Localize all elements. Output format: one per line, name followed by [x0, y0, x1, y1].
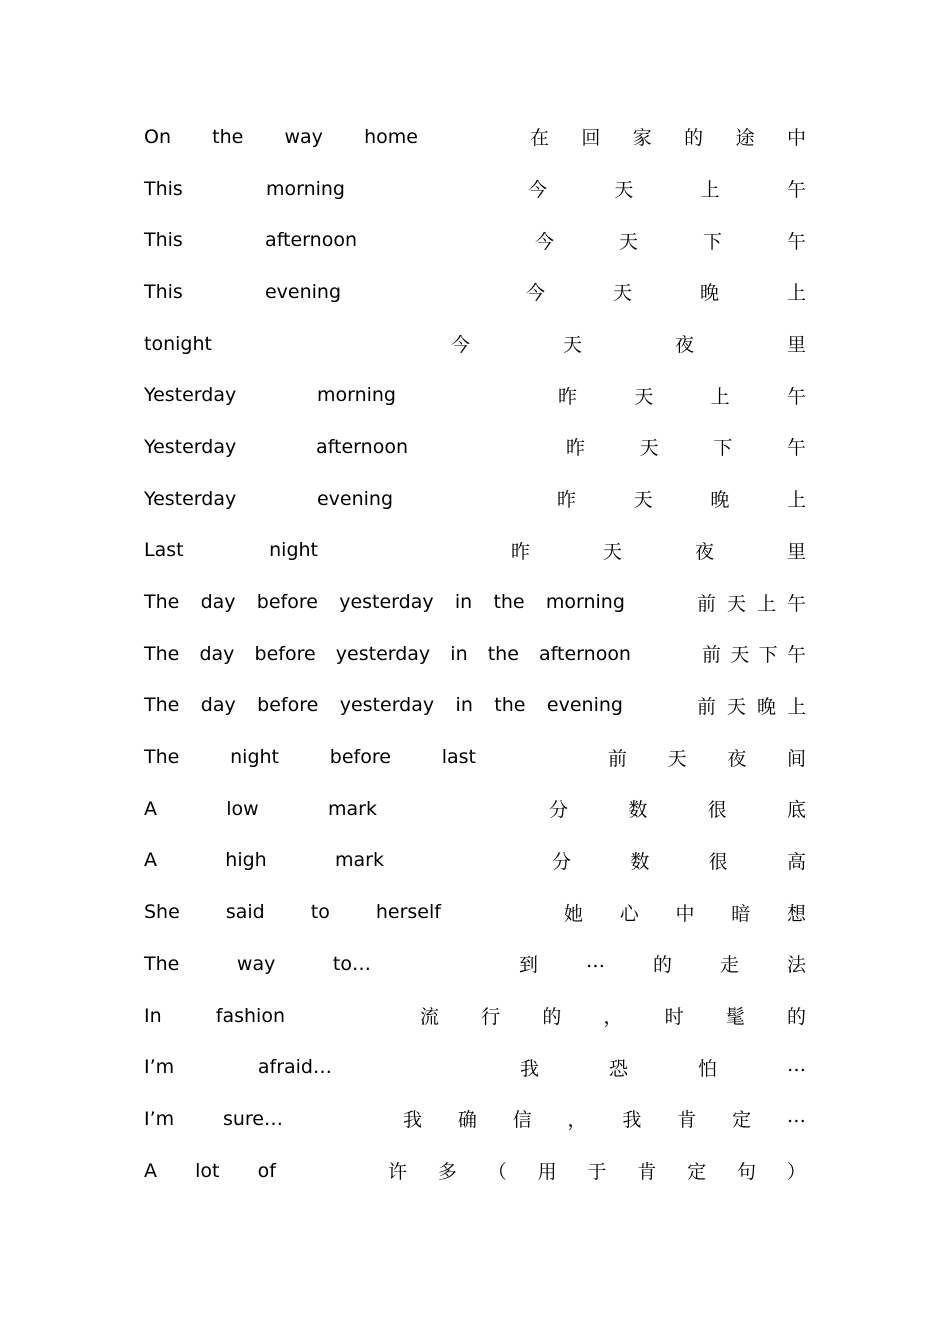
word: The: [144, 952, 180, 975]
list-item: [144, 731, 806, 783]
char: 昨: [558, 385, 578, 408]
char: 天: [639, 437, 659, 460]
list-item: [144, 421, 806, 473]
char: 上: [700, 179, 720, 202]
word: way: [284, 125, 323, 148]
word: last: [441, 746, 476, 769]
word: to…: [332, 952, 371, 975]
char: 的: [786, 1006, 806, 1029]
char: 天: [612, 282, 632, 305]
char: ，: [603, 1006, 623, 1029]
word: the: [212, 125, 244, 148]
word: before: [254, 642, 316, 665]
chinese-meaning: [528, 175, 806, 202]
char: 天: [634, 385, 654, 408]
char: 行: [481, 1006, 501, 1029]
char: 底: [786, 799, 806, 822]
char: 分: [552, 850, 572, 873]
word: evening: [316, 487, 393, 510]
english-phrase: [144, 953, 371, 975]
word: afternoon: [265, 229, 357, 252]
char: 下: [713, 437, 733, 460]
word: tonight: [144, 332, 212, 355]
char: 法: [786, 954, 806, 977]
word: morning: [316, 384, 396, 407]
chinese-meaning: [520, 1054, 806, 1081]
char: 下: [758, 644, 778, 667]
word: This: [144, 280, 183, 303]
char: 天: [562, 334, 582, 357]
chinese-meaning: [608, 744, 806, 771]
char: 时: [664, 1006, 684, 1029]
char: 上: [786, 489, 806, 512]
char: 的: [652, 954, 672, 977]
char: （: [487, 1161, 507, 1184]
english-phrase: [144, 436, 408, 458]
word: Yesterday: [144, 435, 237, 458]
word: mark: [328, 797, 377, 820]
char: 天: [726, 592, 746, 615]
char: 天: [614, 179, 634, 202]
english-phrase: [144, 1108, 283, 1130]
char: 句: [737, 1161, 757, 1184]
char: 定: [732, 1109, 752, 1132]
word: She: [144, 901, 180, 924]
char: 分: [549, 799, 569, 822]
char: 午: [786, 592, 806, 615]
char: 的: [684, 127, 704, 150]
chinese-meaning: [451, 330, 806, 357]
word: before: [329, 746, 391, 769]
char: 肯: [637, 1161, 657, 1184]
char: …: [786, 1105, 806, 1128]
word: Yesterday: [144, 487, 237, 510]
char: 午: [786, 644, 806, 667]
word: said: [225, 901, 265, 924]
char: 天: [602, 540, 622, 563]
chinese-meaning: [388, 1157, 806, 1184]
english-phrase: [144, 384, 396, 406]
char: 回: [581, 127, 601, 150]
english-phrase: [144, 746, 476, 768]
char: 数: [628, 799, 648, 822]
word: the: [487, 642, 519, 665]
char: 肯: [677, 1109, 697, 1132]
word: before: [257, 694, 319, 717]
list-item: [144, 525, 806, 577]
english-phrase: [144, 539, 318, 561]
list-item: [144, 835, 806, 887]
char: 天: [726, 695, 746, 718]
char: 前: [697, 695, 717, 718]
word: A: [144, 797, 157, 820]
char: 髦: [725, 1006, 745, 1029]
chinese-meaning: [697, 692, 806, 719]
char: 她: [564, 902, 584, 925]
word: of: [257, 1159, 276, 1182]
char: 我: [520, 1057, 540, 1080]
char: 暗: [731, 902, 751, 925]
word: fashion: [215, 1004, 285, 1027]
char: 昨: [511, 540, 531, 563]
char: 今: [528, 179, 548, 202]
word: sure…: [222, 1107, 283, 1130]
char: 中: [675, 902, 695, 925]
word: lot: [195, 1159, 220, 1182]
word: the: [493, 591, 525, 614]
word: afternoon: [316, 435, 408, 458]
chinese-meaning: [558, 382, 806, 409]
english-phrase: [144, 178, 345, 200]
char: 的: [542, 1006, 562, 1029]
word: the: [494, 694, 526, 717]
list-item: [144, 163, 806, 215]
word: The: [144, 746, 180, 769]
char: …: [787, 1053, 806, 1076]
char: 中: [786, 127, 806, 150]
char: 昨: [566, 437, 586, 460]
english-phrase: [144, 901, 441, 923]
word: home: [364, 125, 418, 148]
english-phrase: [144, 591, 625, 613]
char: 心: [619, 902, 639, 925]
char: 怕: [698, 1057, 718, 1080]
char: 间: [786, 747, 806, 770]
char: 定: [687, 1161, 707, 1184]
char: 我: [622, 1109, 642, 1132]
char: 天: [633, 489, 653, 512]
word: A: [144, 1159, 157, 1182]
word: day: [200, 694, 236, 717]
char: 今: [535, 230, 555, 253]
english-phrase: [144, 126, 418, 148]
list-item: [144, 1145, 806, 1197]
char: 前: [608, 747, 628, 770]
word: high: [225, 849, 267, 872]
char: 上: [710, 385, 730, 408]
char: ）: [786, 1161, 806, 1184]
chinese-meaning: [511, 537, 806, 564]
word: The: [144, 591, 180, 614]
char: 里: [786, 334, 806, 357]
char: 下: [702, 230, 722, 253]
chinese-meaning: [552, 847, 806, 874]
word: I’m: [144, 1056, 175, 1079]
char: 家: [632, 127, 652, 150]
char: 午: [786, 385, 806, 408]
char: 上: [756, 592, 776, 615]
list-item: [144, 628, 806, 680]
char: 晚: [756, 695, 776, 718]
char: 我: [403, 1109, 423, 1132]
char: 前: [702, 644, 722, 667]
english-phrase: [144, 849, 384, 871]
vocabulary-list: [144, 111, 806, 1196]
word: in: [455, 694, 473, 717]
english-phrase: [144, 1160, 276, 1182]
chinese-meaning: [519, 950, 806, 977]
chinese-meaning: [420, 1002, 806, 1029]
word: Last: [144, 539, 184, 562]
chinese-meaning: [557, 485, 806, 512]
english-phrase: [144, 281, 341, 303]
char: 晚: [699, 282, 719, 305]
char: 许: [388, 1161, 408, 1184]
word: before: [256, 591, 318, 614]
char: 走: [719, 954, 739, 977]
char: 今: [451, 334, 471, 357]
word: In: [144, 1004, 162, 1027]
char: 前: [697, 592, 717, 615]
char: 恐: [609, 1057, 629, 1080]
english-phrase: [144, 798, 377, 820]
word: afraid…: [257, 1056, 332, 1079]
chinese-meaning: [403, 1105, 806, 1132]
chinese-meaning: [526, 278, 806, 305]
word: I’m: [144, 1107, 175, 1130]
english-phrase: [144, 229, 357, 251]
char: 流: [420, 1006, 440, 1029]
char: 夜: [674, 334, 694, 357]
char: 上: [786, 695, 806, 718]
chinese-meaning: [530, 123, 806, 150]
list-item: [144, 886, 806, 938]
word: herself: [375, 901, 441, 924]
word: in: [454, 591, 473, 614]
word: way: [236, 952, 276, 975]
word: yesterday: [335, 642, 431, 665]
word: A: [144, 849, 157, 872]
char: 很: [708, 850, 728, 873]
list-item: [144, 473, 806, 525]
char: 于: [587, 1161, 607, 1184]
english-phrase: [144, 1005, 285, 1027]
char: 天: [730, 644, 750, 667]
char: 很: [707, 799, 727, 822]
english-phrase: [144, 488, 393, 510]
char: 昨: [557, 489, 577, 512]
char: 今: [526, 282, 546, 305]
english-phrase: [144, 333, 212, 355]
list-item: [144, 938, 806, 990]
char: 多: [437, 1161, 457, 1184]
char: 午: [786, 179, 806, 202]
word: The: [144, 694, 180, 717]
char: 午: [786, 437, 806, 460]
word: to: [310, 901, 330, 924]
word: mark: [335, 849, 384, 872]
english-phrase: [144, 694, 623, 716]
list-item: [144, 990, 806, 1042]
chinese-meaning: [564, 899, 806, 926]
chinese-meaning: [697, 589, 806, 616]
list-item: [144, 1093, 806, 1145]
word: in: [450, 642, 468, 665]
word: evening: [546, 694, 623, 717]
english-phrase: [144, 643, 631, 665]
char: 夜: [727, 747, 747, 770]
list-item: [144, 318, 806, 370]
chinese-meaning: [702, 640, 806, 667]
list-item: [144, 369, 806, 421]
list-item: [144, 680, 806, 732]
char: 上: [786, 282, 806, 305]
english-phrase: [144, 1056, 332, 1078]
char: 确: [457, 1109, 477, 1132]
word: day: [200, 591, 236, 614]
word: On: [144, 125, 171, 148]
char: 天: [618, 230, 638, 253]
char: ，: [567, 1109, 587, 1132]
word: This: [144, 177, 183, 200]
char: …: [586, 950, 605, 973]
word: yesterday: [339, 591, 434, 614]
list-item: [144, 576, 806, 628]
char: 信: [512, 1109, 532, 1132]
word: evening: [264, 280, 341, 303]
chinese-meaning: [535, 227, 806, 254]
word: day: [199, 642, 235, 665]
chinese-meaning: [549, 795, 806, 822]
word: low: [226, 797, 259, 820]
word: Yesterday: [144, 384, 237, 407]
list-item: [144, 214, 806, 266]
list-item: [144, 1041, 806, 1093]
word: night: [269, 539, 318, 562]
list-item: [144, 111, 806, 163]
char: 里: [786, 540, 806, 563]
word: morning: [265, 177, 345, 200]
word: afternoon: [539, 642, 631, 665]
word: yesterday: [339, 694, 435, 717]
char: 到: [519, 954, 539, 977]
char: 天: [667, 747, 687, 770]
char: 途: [735, 127, 755, 150]
word: The: [144, 642, 180, 665]
word: morning: [545, 591, 625, 614]
char: 在: [530, 127, 550, 150]
chinese-meaning: [566, 433, 806, 460]
list-item: [144, 266, 806, 318]
char: 午: [786, 230, 806, 253]
char: 晚: [710, 489, 730, 512]
word: night: [230, 746, 279, 769]
char: 想: [786, 902, 806, 925]
list-item: [144, 783, 806, 835]
char: 高: [786, 850, 806, 873]
word: This: [144, 229, 183, 252]
char: 用: [537, 1161, 557, 1184]
char: 数: [630, 850, 650, 873]
char: 夜: [694, 540, 714, 563]
